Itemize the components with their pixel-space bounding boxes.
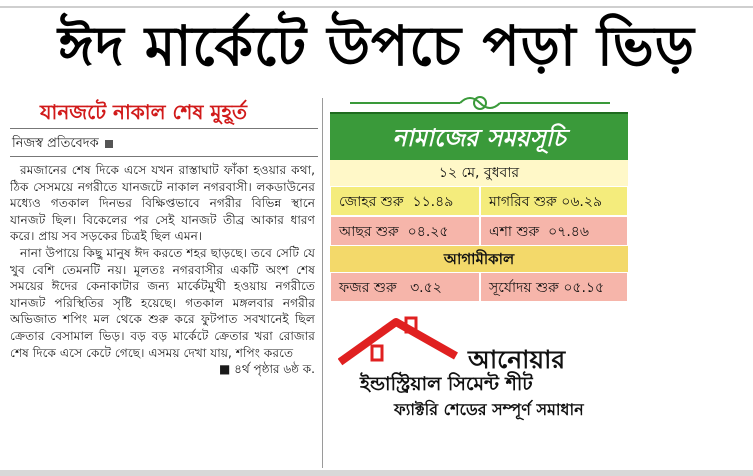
tomorrow-label: আগামীকাল — [330, 246, 628, 272]
ad-slogan: ফ্যাক্টরি শেডের সম্পূর্ণ সমাধান — [394, 400, 584, 419]
prayer-cell-johor — [330, 186, 480, 216]
house-roof-icon — [338, 316, 458, 366]
prayer-time: ১১.৪৯ — [412, 194, 454, 210]
byline-text: নিজস্ব প্রতিবেদক — [12, 136, 99, 151]
prayer-row-3 — [330, 272, 628, 302]
prayer-row-2 — [330, 216, 628, 246]
byline-square-icon — [105, 140, 113, 148]
prayer-cell-fajr — [330, 272, 480, 302]
prayer-cell-asr — [330, 216, 480, 246]
prayer-name: মাগরিব শুরু — [489, 194, 557, 210]
prayer-time: ০৫.১৫ — [563, 280, 605, 296]
article-paragraph: রমজানের শেষ দিকে এসে যখন রাস্তাঘাট ফাঁকা হওয়ার কথা, ঠিক সেসময়ে নগরীতে যানজটে নাকাল নগরবাসী। লকডাউনের মধ্যেও গতকাল দিনভর বিক্ষিপ্তভাবে নগরীর বিভিন্ন স্থানে যানজট ছিল। বিকেলের পর সেই যানজট তীব্র আকার ধারণ করে। প্রায় সব সড়কের চিত্রই ছিল এমন। — [10, 163, 315, 244]
article-subheadline: যানজটে নাকাল শেষ মুহূর্ত — [40, 100, 248, 124]
ad-brand: আনোয়ার — [468, 345, 566, 374]
prayer-time: ০৬.২৯ — [561, 194, 603, 210]
column-divider — [322, 98, 323, 468]
prayer-name: সূর্যোদয় শুরু — [489, 280, 559, 296]
prayer-time: ৩.৫২ — [410, 280, 442, 296]
prayer-name: এশা শুরু — [489, 224, 540, 240]
continued-note: ■ ৪র্থ পৃষ্ঠার ৬ষ্ঠ ক. — [218, 362, 315, 377]
prayer-name: আছর শুরু — [339, 224, 399, 240]
byline — [12, 134, 113, 155]
article-paragraph: নানা উপায়ে কিছু মানুষ ঈদ করতে শহর ছাড়ছে। তবে সেটি যে খুব বেশি তেমনটি নয়। মূলতঃ নগরবাসীর একটি অংশ শেষ সময়ের ঈদের কেনাকাটার জন্য মার্কেটমুখী হওয়ায় নগরীতে যানজট পরিস্থিতির সৃষ্টি হয়েছে। গতকাল মঙ্গলবার নগরীর অভিজাত শপিং মল থেকে শুরু করে ফুটপাত সবখানেই ছিল ক্রেতার বেসামাল ভিড়। বড় বড় মার্কেটে ক্রেতার খরা রোজার শেষ দিকে এসে কেটে গেছে। এসময় দেখা যায়, শপিং করতে — [10, 245, 315, 360]
namaz-date: ১২ মে, বুধবার — [330, 160, 628, 186]
prayer-cell-sunrise — [480, 272, 628, 302]
namaz-schedule-title: নামাজের সময়সূচি — [330, 112, 628, 162]
ornament-icon — [330, 92, 630, 114]
prayer-cell-magrib — [480, 186, 628, 216]
prayer-name: জোহর শুরু — [339, 194, 404, 210]
headline: ঈদ মার্কেটে উপচে পড়া ভিড় — [57, 14, 695, 78]
prayer-cell-esha — [480, 216, 628, 246]
ad-product: ইন্ডাস্ট্রিয়াল সিমেন্ট শীট — [360, 373, 533, 395]
prayer-row-1 — [330, 186, 628, 216]
prayer-time: ০৪.২৫ — [407, 224, 449, 240]
prayer-name: ফজর শুরু — [339, 280, 397, 296]
bottom-strip — [0, 470, 753, 476]
subheadline-divider — [10, 128, 318, 129]
byline-divider — [10, 156, 318, 157]
article-body — [10, 162, 315, 462]
continued-text: ৪র্থ পৃষ্ঠার ৬ষ্ঠ ক. — [234, 362, 315, 377]
prayer-time: ০৭.৪৬ — [548, 224, 589, 240]
